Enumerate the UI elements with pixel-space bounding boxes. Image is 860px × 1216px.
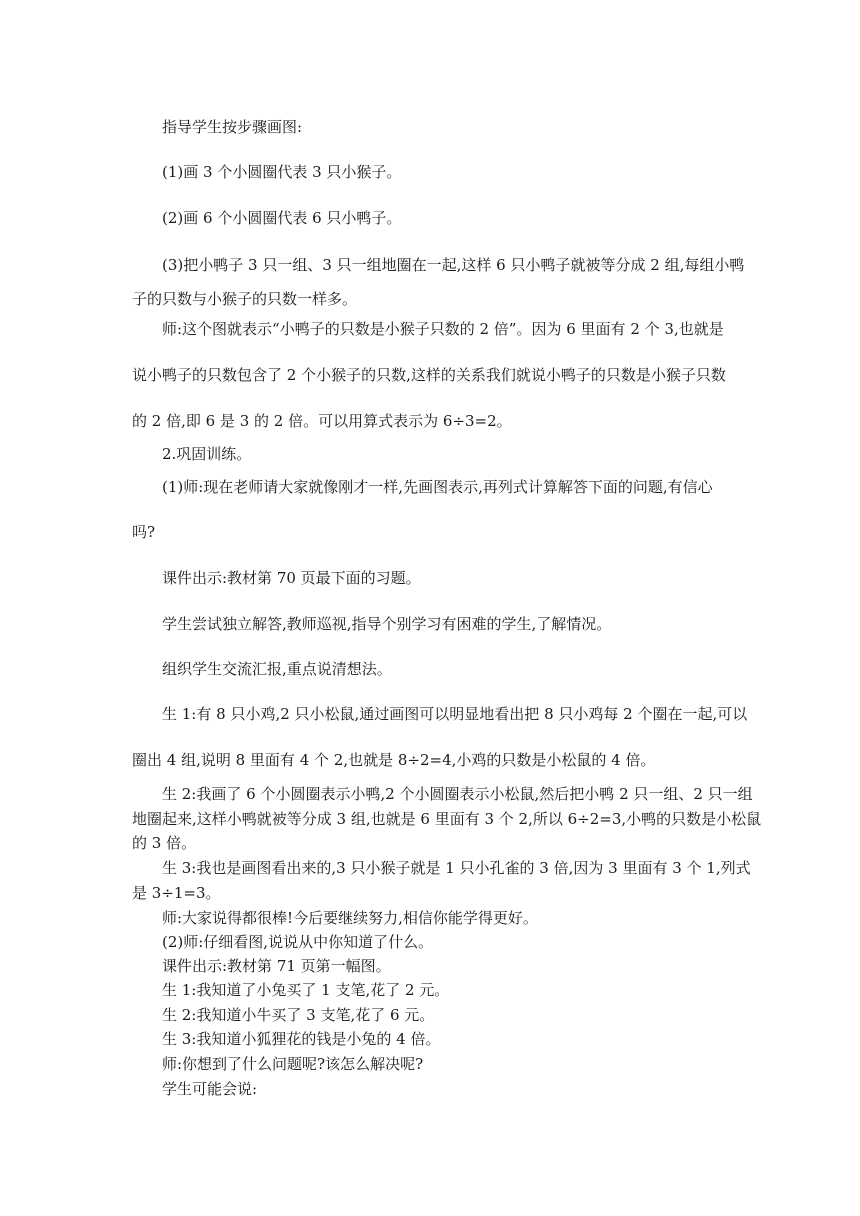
paragraph-line: 是 3÷1=3。 [132,884,221,902]
paragraph-line: 圈出 4 组,说明 8 里面有 4 个 2,也就是 8÷2=4,小鸡的只数是小松鼠的 4 倍。 [132,751,656,769]
paragraph-line: 学生可能会说: [162,1080,258,1098]
paragraph-line: 师:这个图就表示“小鸭子的只数是小猴子只数的 2 倍”。因为 6 里面有 2 个 3,也就是 [162,320,724,338]
paragraph-line: 课件出示:教材第 71 页第一幅图。 [162,957,391,975]
paragraph-line: 组织学生交流汇报,重点说清想法。 [162,660,392,678]
paragraph-line: 生 2:我知道小牛买了 3 支笔,花了 6 元。 [162,1006,435,1024]
paragraph-line: (3)把小鸭子 3 只一组、3 只一组地圈在一起,这样 6 只小鸭子就被等分成 2 组,每组小鸭 [162,256,745,274]
paragraph-line: 地圈起来,这样小鸭就被等分成 3 组,也就是 6 里面有 3 个 2,所以 6÷2=3,小鸭的只数是小松鼠 [132,810,762,828]
paragraph-line: 生 2:我画了 6 个小圆圈表示小鸭,2 个小圆圈表示小松鼠,然后把小鸭 2 只一组、2 只一组 [162,785,753,803]
paragraph-line: 的 2 倍,即 6 是 3 的 2 倍。可以用算式表示为 6÷3=2。 [132,412,512,430]
paragraph-line: 生 3:我知道小狐狸花的钱是小兔的 4 倍。 [162,1030,441,1048]
paragraph-line: 说小鸭子的只数包含了 2 个小猴子的只数,这样的关系我们就说小鸭子的只数是小猴子只数 [132,366,726,384]
paragraph-line: 指导学生按步骤画图: [162,118,303,136]
paragraph-line: (2)师:仔细看图,说说从中你知道了什么。 [162,933,434,951]
paragraph-line: 学生尝试独立解答,教师巡视,指导个别学习有困难的学生,了解情况。 [162,615,612,633]
paragraph-line: 课件出示:教材第 70 页最下面的习题。 [162,569,421,587]
section-heading: 2.巩固训练。 [162,445,252,463]
paragraph-line: 生 1:有 8 只小鸡,2 只小松鼠,通过画图可以明显地看出把 8 只小鸡每 2 个圈在一起,可以 [162,705,748,723]
paragraph-line: (1)画 3 个小圆圈代表 3 只小猴子。 [162,163,402,181]
paragraph-line: 师:大家说得都很棒!今后要继续努力,相信你能学得更好。 [162,909,538,927]
paragraph-line: 师:你想到了什么问题呢?该怎么解决呢? [162,1055,424,1073]
paragraph-line: 吗? [132,523,156,541]
paragraph-line: 生 1:我知道了小兔买了 1 支笔,花了 2 元。 [162,981,450,999]
paragraph-line: (2)画 6 个小圆圈代表 6 只小鸭子。 [162,209,402,227]
paragraph-line: 生 3:我也是画图看出来的,3 只小猴子就是 1 只小孔雀的 3 倍,因为 3 里面有 3 个 1,列式 [162,859,751,877]
paragraph-line: 的 3 倍。 [132,834,197,852]
paragraph-line: 子的只数与小猴子的只数一样多。 [132,290,358,308]
paragraph-line: (1)师:现在老师请大家就像刚才一样,先画图表示,再列式计算解答下面的问题,有信心 [162,478,713,496]
